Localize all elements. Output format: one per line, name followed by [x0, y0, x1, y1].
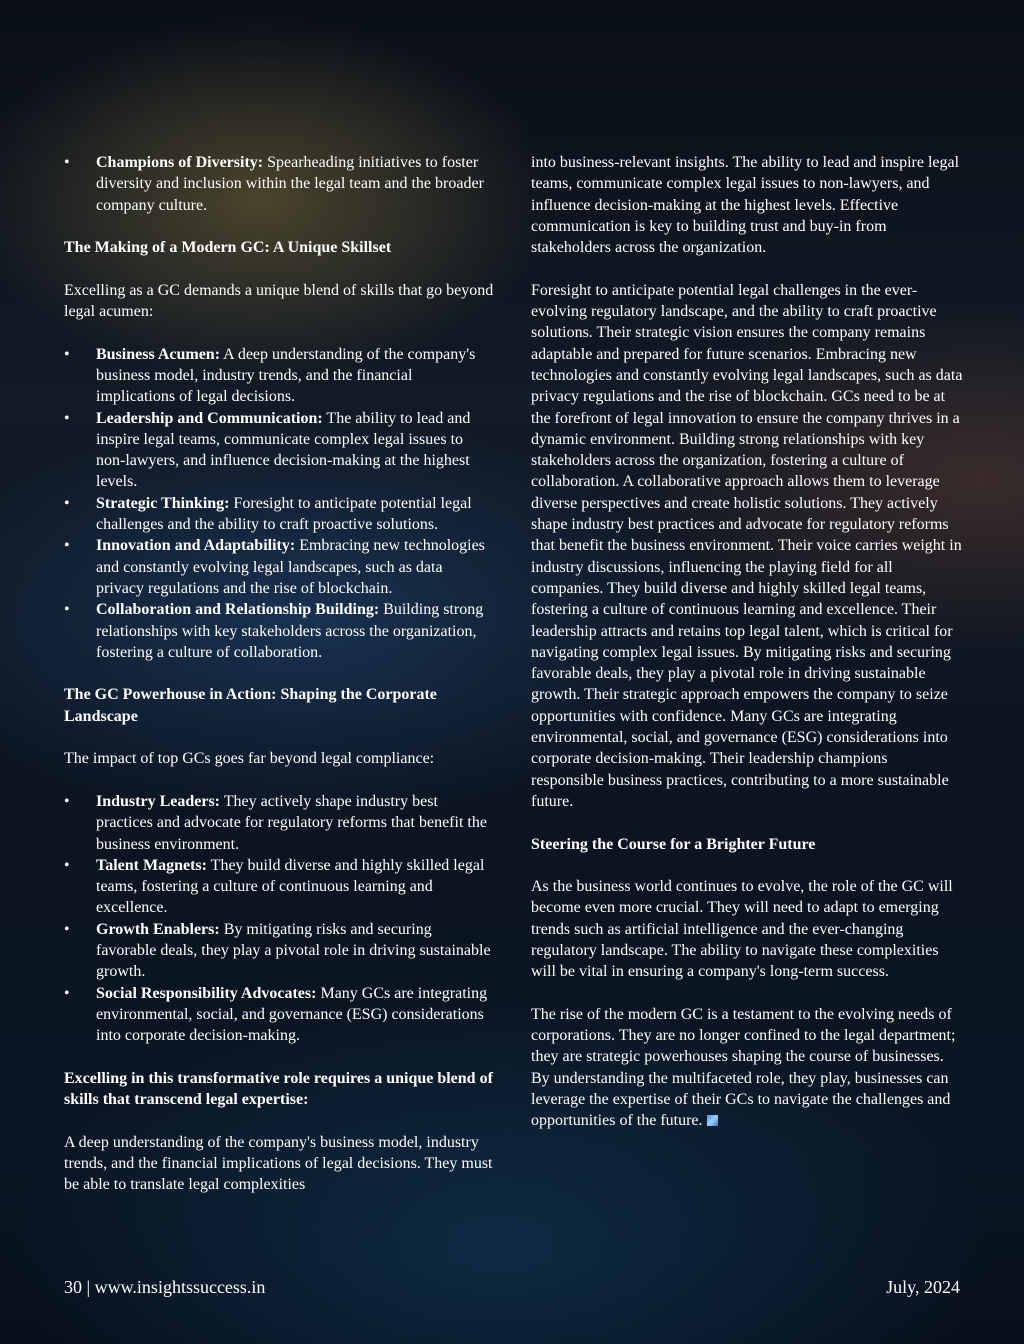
footer-date: July, 2024 — [886, 1277, 960, 1297]
list-item: • Collaboration and Relationship Building: Building strong relationships with key stakeholders across the organization, fostering a culture of collaboration. — [64, 599, 494, 663]
list-item: • Business Acumen: A deep understanding of the company's business model, industry trends, and the financial implications of legal decisions. — [64, 344, 494, 408]
list-item: • Champions of Diversity: Spearheading initiatives to foster diversity and inclusion within the legal team and the broader company culture. — [64, 152, 494, 216]
paragraph: into business-relevant insights. The ability to lead and inspire legal teams, communicate complex legal issues to non-lawyers, and influence decision-making at the highest levels. Effective communication is key to building trust and buy-in from stakeholders across the organization. — [531, 154, 960, 257]
paragraph: A deep understanding of the company's business model, industry trends, and the financial implications of legal decisions. They must be able to translate legal complexities — [64, 1133, 493, 1194]
section-heading-excelling: Excelling in this transformative role requires a unique blend of skills that transcend legal expertise: — [64, 1069, 493, 1109]
skills-list — [64, 344, 494, 663]
paragraph: As the business world continues to evolve, the role of the GC will become even more crucial. They will need to adapt to emerging trends such as artificial intelligence and the ever-changing regulatory landscape. The ability to navigate these complexities will be vital in ensuring a company's long-term success. — [531, 878, 953, 981]
list-item: • Industry Leaders: They actively shape industry best practices and advocate for regulatory reforms that benefit the business environment. — [64, 791, 494, 855]
paragraph: The impact of top GCs goes far beyond legal compliance: — [64, 750, 435, 768]
footer-page-site: 30 | www.insightssuccess.in — [64, 1277, 266, 1297]
list-item: • Growth Enablers: By mitigating risks and securing favorable deals, they play a pivotal role in driving sustainable growth. — [64, 919, 494, 983]
section-heading-powerhouse: The GC Powerhouse in Action: Shaping the Corporate Landscape — [64, 686, 437, 725]
list-item: • Talent Magnets: They build diverse and highly skilled legal teams, fostering a culture of continuous learning and excellence. — [64, 855, 494, 919]
paragraph: Excelling as a GC demands a unique blend of skills that go beyond legal acumen: — [64, 281, 494, 321]
section-heading-future: Steering the Course for a Brighter Future — [531, 835, 816, 853]
impact-list — [64, 791, 494, 1047]
list-item: • Strategic Thinking: Foresight to anticipate potential legal challenges and the ability to craft proactive solutions. — [64, 493, 494, 536]
left-column — [64, 152, 494, 1217]
list-item: • Leadership and Communication: The ability to lead and inspire legal teams, communicate complex legal issues to non-lawyers, and influence decision-making at the highest levels. — [64, 408, 494, 493]
right-column — [531, 152, 963, 1153]
paragraph: Foresight to anticipate potential legal challenges in the ever-evolving regulatory landscape, and the ability to craft proactive solutions. Their strategic vision ensures the company remains adaptable and prepared for future scenarios. Embracing new technologies and constantly evolving legal landscapes, such as data privacy regulations and the rise of blockchain. GCs need to be at the forefront of legal innovation to ensure the company thrives in a dynamic environment. Building strong relationships with key stakeholders across the organization, fostering a culture of collaboration. A collaborative approach allows them to leverage diverse perspectives and create holistic solutions. They actively shape industry best practices and advocate for regulatory reforms that benefit the business environment. Their voice carries weight in industry discussions, influencing the playing field for all companies. They build diverse and highly skilled legal teams, fostering a culture of continuous learning and excellence. Their leadership attracts and retains top legal talent, which is critical for navigating complex legal issues. By mitigating risks and securing favorable deals, they play a pivotal role in driving sustainable growth. Their strategic approach empowers the company to seize opportunities with confidence. Many GCs are integrating environmental, social, and governance (ESG) considerations into corporate decision-making. Their leadership champions responsible business practices, contributing to a more sustainable future. — [531, 281, 963, 810]
end-mark-icon — [707, 1115, 718, 1126]
list-item: • Innovation and Adaptability: Embracing new technologies and constantly evolving legal landscapes, such as data privacy regulations and the rise of blockchain. — [64, 535, 494, 599]
section-heading-skillset: The Making of a Modern GC: A Unique Skillset — [64, 239, 392, 257]
list-item: • Social Responsibility Advocates: Many GCs are integrating environmental, social, and governance (ESG) considerations into corporate decision-making. — [64, 983, 494, 1047]
diversity-list — [64, 152, 494, 216]
paragraph-final: The rise of the modern GC is a testament to the evolving needs of corporations. They are no longer confined to the legal department; they are strategic powerhouses shaping the course of businesses. By understanding the multifaceted role, they play, businesses can leverage the expertise of their GCs to navigate the challenges and opportunities of the future. — [531, 1005, 956, 1130]
